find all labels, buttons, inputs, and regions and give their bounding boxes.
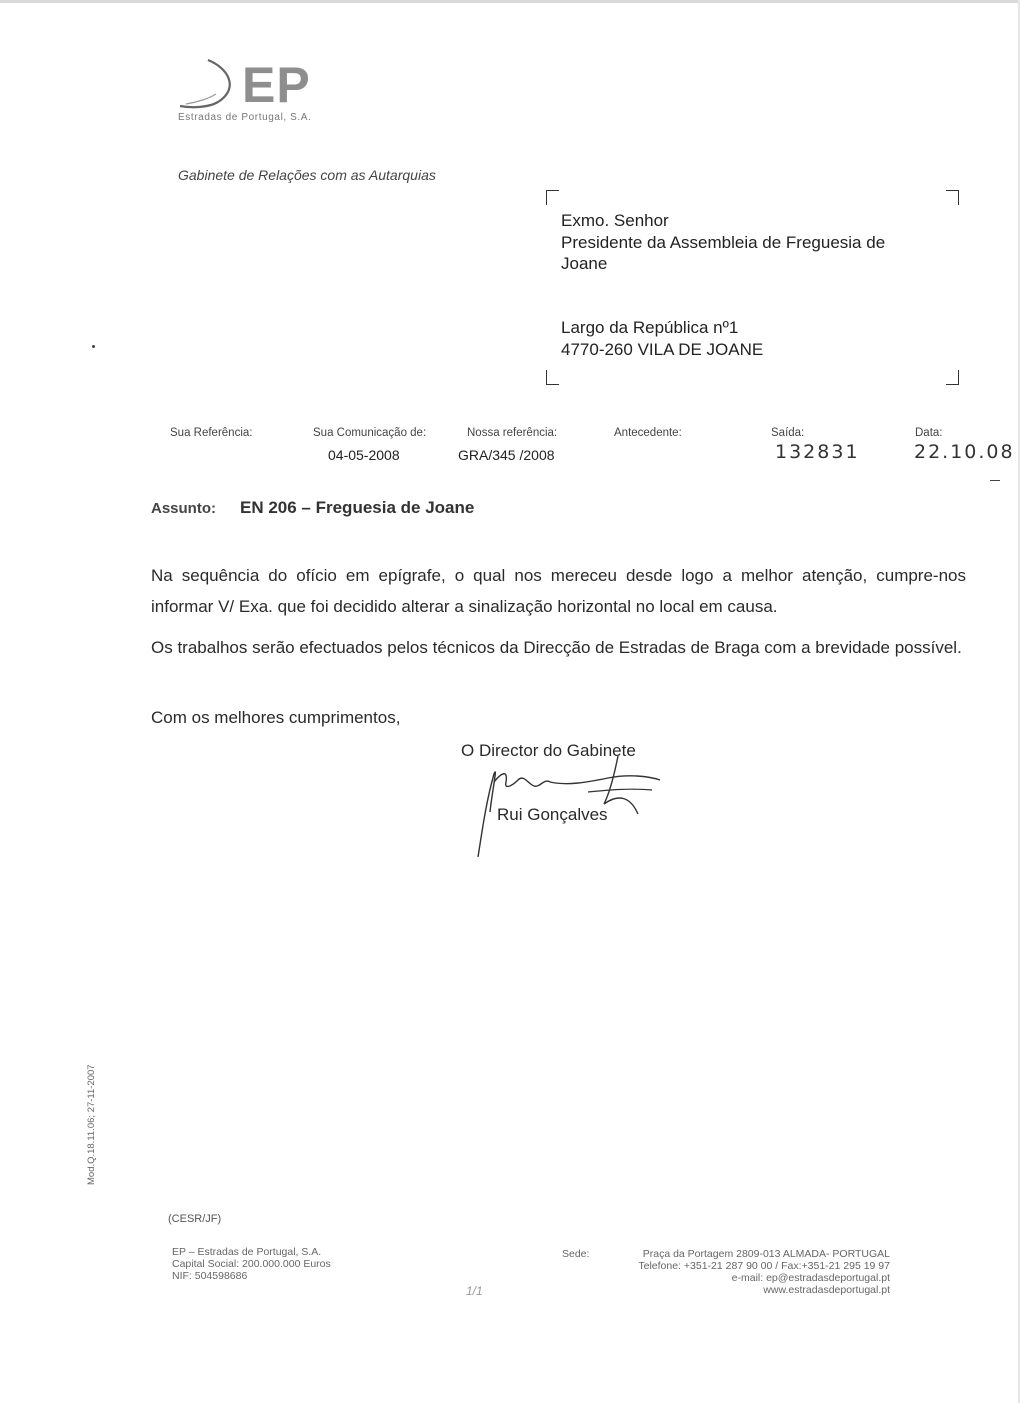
saida-label: Saída: [771, 427, 805, 439]
subject-label: Assunto: [151, 500, 216, 517]
scan-speck [92, 345, 95, 348]
footer-email: e-mail: ep@estradasdeportugal.pt [731, 1272, 890, 1284]
sua-referencia-label: Sua Referência: [170, 427, 253, 439]
body-paragraph-1: Na sequência do ofício em epígrafe, o qual nos mereceu desde logo a melhor atenção, cumpre-nos informar V/ Exa. que foi decidido alterar a sinalização horizontal no local em causa. [151, 566, 966, 616]
subject-text: EN 206 – Freguesia de Joane [240, 498, 475, 517]
footer-sede-label: Sede: [562, 1248, 590, 1260]
address-bracket-bottom-right [946, 370, 959, 385]
signatory-title: O Director do Gabinete [461, 741, 636, 760]
antecedente-label: Antecedente: [614, 427, 682, 439]
data-handwritten-value: 22.10.08 [914, 441, 1015, 463]
department-name: Gabinete de Relações com as Autarquias [178, 167, 436, 183]
recipient-title-cont: Joane [561, 254, 608, 273]
sua-comunicacao-value: 04-05-2008 [328, 447, 400, 463]
address-bracket-top-right [946, 190, 959, 205]
footer-website: www.estradasdeportugal.pt [763, 1284, 890, 1296]
footer-capital: Capital Social: 200.000.000 Euros [172, 1258, 331, 1270]
page-number: 1/1 [466, 1284, 483, 1298]
data-label: Data: [915, 427, 943, 439]
document-initials: (CESR/JF) [168, 1213, 222, 1225]
ep-logo-swoosh-icon [178, 58, 242, 110]
nossa-referencia-value: GRA/345 /2008 [458, 447, 555, 463]
footer-company-info [172, 1246, 331, 1282]
address-bracket-bottom-left [546, 370, 559, 385]
sua-comunicacao-label: Sua Comunicação de: [313, 427, 427, 439]
footer-company-name: EP – Estradas de Portugal, S.A. [172, 1246, 322, 1258]
ep-logo-subtitle: Estradas de Portugal, S.A. [178, 112, 312, 123]
recipient-salutation: Exmo. Senhor [561, 211, 669, 230]
form-model-code: Mod.Q.18.11.06; 27-11-2007 [86, 1064, 97, 1185]
saida-handwritten-value: 132831 [775, 441, 860, 463]
ep-logo-text: EP [242, 57, 311, 113]
address-bracket-top-left [546, 190, 559, 205]
footer-contact-info [590, 1248, 890, 1296]
footer-nif: NIF: 504598686 [172, 1270, 248, 1282]
nossa-referencia-label: Nossa referência: [467, 427, 558, 439]
signatory-name: Rui Gonçalves [497, 805, 608, 824]
footer-address: Praça da Portagem 2809-013 ALMADA- PORTUGAL [642, 1248, 890, 1260]
recipient-street: Largo da República nº1 [561, 318, 739, 337]
closing-salutation: Com os melhores cumprimentos, [151, 708, 401, 727]
scan-edge-top [0, 0, 1020, 3]
footer-phone: Telefone: +351-21 287 90 00 / Fax:+351-21 295 19 97 [638, 1260, 890, 1272]
margin-dash [990, 480, 1000, 481]
body-paragraph-2: Os trabalhos serão efectuados pelos técnicos da Direcção de Estradas de Braga com a brevidade possível. [151, 638, 962, 657]
recipient-postal: 4770-260 VILA DE JOANE [561, 340, 764, 359]
recipient-title: Presidente da Assembleia de Freguesia de [561, 233, 886, 252]
